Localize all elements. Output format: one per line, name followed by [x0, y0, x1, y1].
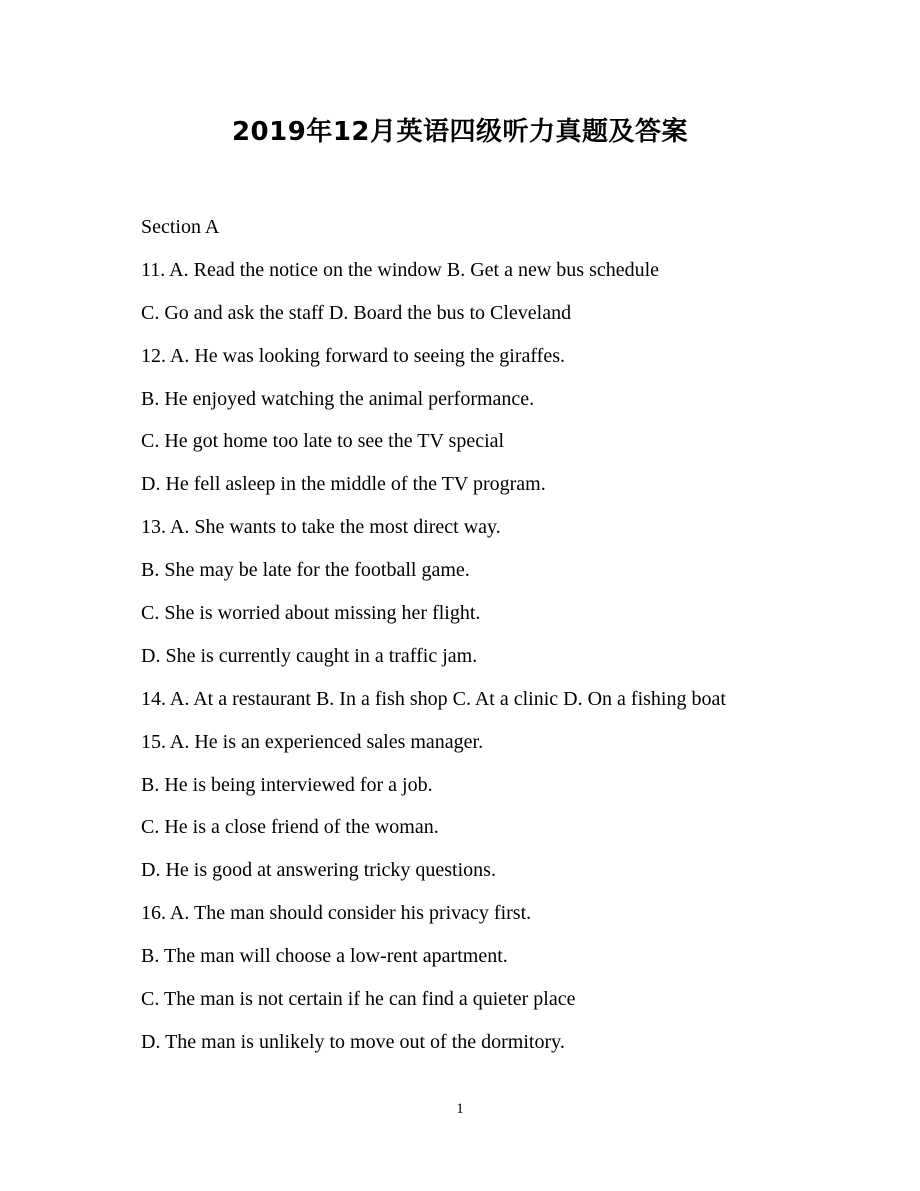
question-13-option-c: C. She is worried about missing her flight.	[141, 602, 481, 625]
question-12-option-d: D. He fell asleep in the middle of the TV program.	[141, 473, 546, 496]
page-number: 1	[456, 1101, 464, 1117]
question-16-option-b: B. The man will choose a low-rent apartment.	[141, 945, 508, 968]
section-heading: Section A	[141, 216, 220, 238]
question-16-option-d: D. The man is unlikely to move out of the dormitory.	[141, 1030, 565, 1053]
question-15-option-c: C. He is a close friend of the woman.	[141, 816, 439, 839]
question-14-line: 14. A. At a restaurant B. In a fish shop C. At a clinic D. On a fishing boat	[141, 687, 726, 710]
question-11-line-1: 11. A. Read the notice on the window B. Get a new bus schedule	[141, 258, 660, 281]
page-title: 2019年12月英语四级听力真题及答案	[231, 117, 689, 147]
question-15-option-a: 15. A. He is an experienced sales manager.	[141, 730, 484, 753]
question-15-option-b: B. He is being interviewed for a job.	[141, 773, 433, 796]
question-13-option-b: B. She may be late for the football game.	[141, 559, 470, 582]
question-12-option-c: C. He got home too late to see the TV special	[141, 430, 505, 453]
question-list	[141, 212, 881, 1070]
question-12-option-a: 12. A. He was looking forward to seeing the giraffes.	[141, 344, 565, 367]
question-12-option-b: B. He enjoyed watching the animal performance.	[141, 387, 535, 410]
question-15-option-d: D. He is good at answering tricky questions.	[141, 859, 496, 882]
question-11-line-2: C. Go and ask the staff D. Board the bus to Cleveland	[141, 301, 572, 324]
question-13-option-d: D. She is currently caught in a traffic jam.	[141, 644, 478, 667]
question-16-option-a: 16. A. The man should consider his privacy first.	[141, 902, 532, 925]
question-13-option-a: 13. A. She wants to take the most direct way.	[141, 516, 501, 539]
question-16-option-c: C. The man is not certain if he can find a quieter place	[141, 988, 576, 1011]
